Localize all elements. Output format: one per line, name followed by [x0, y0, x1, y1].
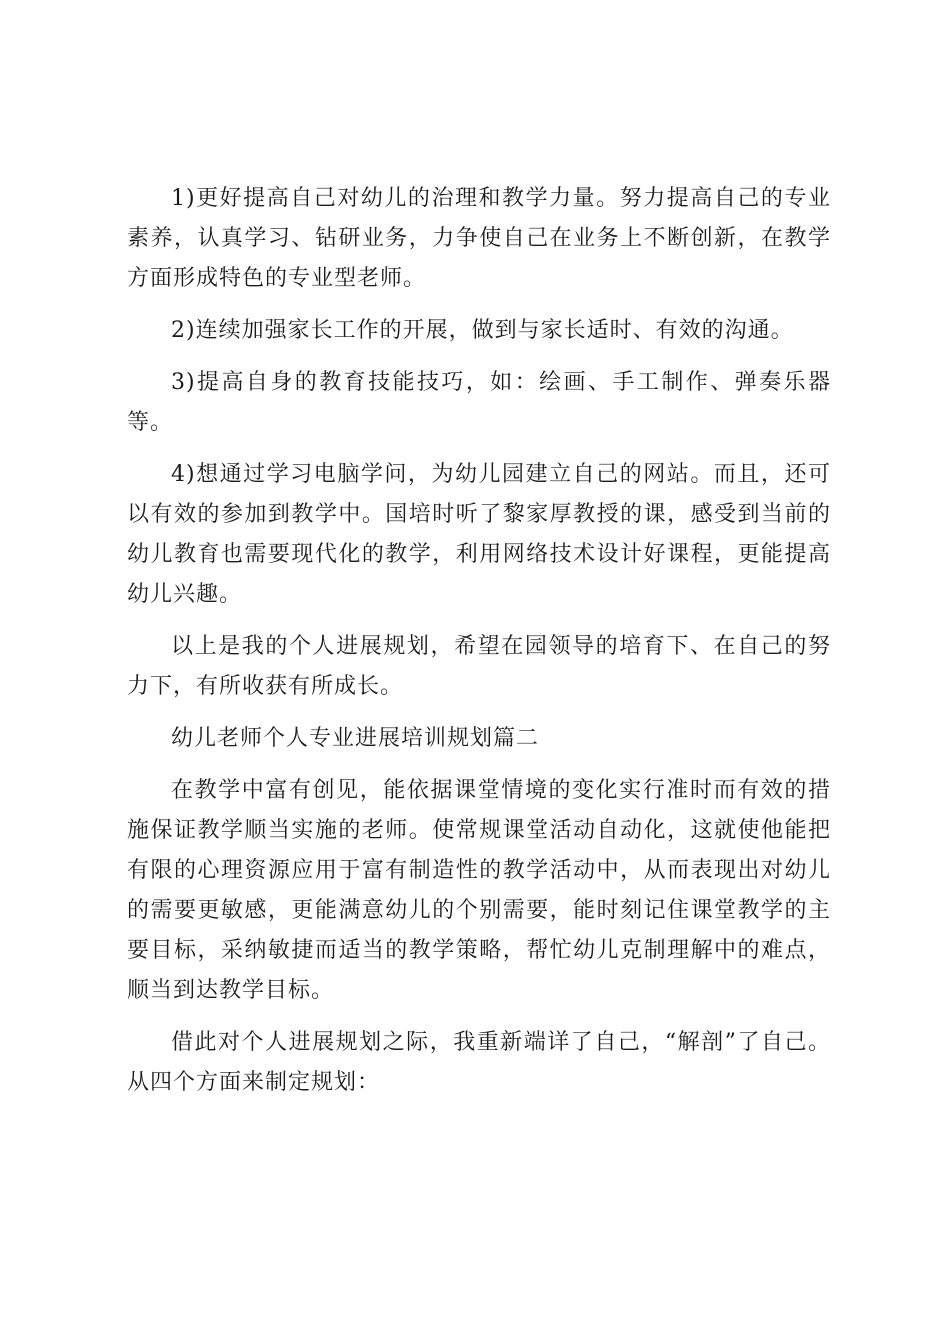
paragraph-item-4: 4)想通过学习电脑学问，为幼儿园建立自己的网站。而且，还可以有效的参加到教学中。国培时听了黎家厚教授的课，感受到当前的幼儿教育也需要现代化的教学，利用网络技术设计好课程，更能提高幼儿兴趣。 — [127, 462, 831, 607]
paragraph-item-3: 3)提高自身的教育技能技巧，如：绘画、手工制作、弹奏乐器等。 — [127, 370, 831, 435]
paragraph-item-2: 2)连续加强家长工作的开展，做到与家长适时、有效的沟通。 — [171, 318, 794, 343]
paragraph-summary: 以上是我的个人进展规划，希望在园领导的培育下、在自己的努力下，有所收获有所成长。 — [127, 634, 831, 699]
paragraph-plan-intro: 借此对个人进展规划之际，我重新端详了自己，“解剖”了自己。从四个方面来制定规划： — [127, 1030, 831, 1095]
document-body — [127, 179, 831, 1115]
paragraph-item-1: 1)更好提高自己对幼儿的治理和教学力量。努力提高自己的专业素养，认真学习、钻研业务，力争使自己在业务上不断创新，在教学方面形成特色的专业型老师。 — [127, 186, 831, 291]
section-heading: 幼儿老师个人专业进展培训规划篇二 — [171, 726, 540, 751]
paragraph-teacher-description: 在教学中富有创见，能依据课堂情境的变化实行准时而有效的措施保证教学顺当实施的老师。使常规课堂活动自动化，这就使他能把有限的心理资源应用于富有制造性的教学活动中，从而表现出对幼儿的需要更敏感，更能满意幼儿的个别需要，能时刻记住课堂教学的主要目标，采纳敏捷而适当的教学策略，帮忙幼儿克制理解中的难点，顺当到达教学目标。 — [127, 778, 831, 1003]
